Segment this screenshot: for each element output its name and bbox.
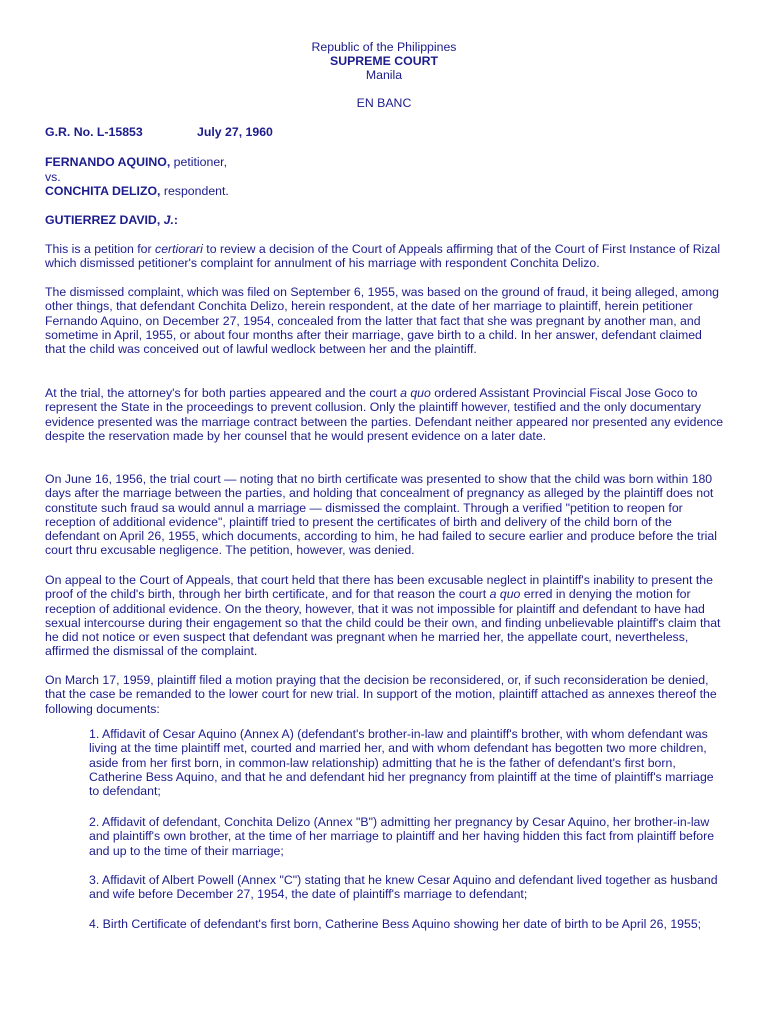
annex-item-2: 2. Affidavit of defendant, Conchita Delizo (Annex "B") admitting her pregnancy by Cesar Aquino, her brother-in-law and plaintiff's own brother, at the time of her marriage to plaintiff and her having hidden this fact from plaintiff before and up to the time of their marriage; <box>89 815 715 858</box>
paragraph-3 <box>45 386 725 443</box>
paragraph-1-italic: certiorari <box>155 242 203 256</box>
annex-item-1: 1. Affidavit of Cesar Aquino (Annex A) (defendant's brother-in-law and plaintiff's brother, with whom defendant was living at the time plaintiff met, courted and married her, and with whom defendant has begotten two more children, aside from her first born, in common-law relationship) admitting that he is the father of defendant's first born, Catherine Bess Aquino, and that he and defendant hid her pregnancy from plaintiff at the time of plaintiff's marriage to defendant; <box>89 727 714 799</box>
court-name: SUPREME COURT <box>330 54 438 68</box>
paragraph-1-text-b: to review a decision of the Court of Appeals affirming that of the Court of First Instance of Rizal which dismissed petitioner's complaint for annulment of his marriage with respondent Conchita Delizo. <box>45 242 721 271</box>
annex-item-3: 3. Affidavit of Albert Powell (Annex "C") stating that he knew Cesar Aquino and defendant lived together as husband and wife before December 27, 1954, the date of plaintiff's marriage to defendant; <box>89 873 718 902</box>
petitioner-line <box>45 155 229 170</box>
respondent-line <box>45 184 229 199</box>
respondent-name: CONCHITA DELIZO, <box>45 184 161 198</box>
paragraph-3-italic: a quo <box>400 386 431 400</box>
parties-block <box>45 155 229 199</box>
case-number: G.R. No. L-15853 <box>45 125 143 139</box>
division-label: EN BANC <box>356 96 412 110</box>
paragraph-1-text-a: This is a petition for <box>45 242 156 256</box>
paragraph-3-text-b: ordered Assistant Provincial Fiscal Jose Goco to represent the State in the proceedings to prevent collusion. Only the plaintiff however, testified and the only documentary evidence presented was the marriage contract between the parties. Defendant neither appeared nor presented any evidence despite the reservation made by her counsel that he would present evidence on a later date. <box>45 386 724 443</box>
annex-item-4: 4. Birth Certificate of defendant's first born, Catherine Bess Aquino showing her date of birth to be April 26, 1955; <box>89 917 702 931</box>
ponente-name: GUTIERREZ DAVID, <box>45 213 161 227</box>
paragraph-1 <box>45 242 725 271</box>
versus-line: vs. <box>45 169 61 184</box>
city-line: Manila <box>365 68 403 82</box>
paragraph-2: The dismissed complaint, which was filed on September 6, 1955, was based on the ground of fraud, it being alleged, among other things, that defendant Conchita Delizo, herein respondent, at the date of her marriage to plaintiff, herein petitioner Fernando Aquino, on December 27, 1954, concealed from the latter that fact that she was pregnant by another man, and sometime in April, 1955, or about four months after their marriage, gave birth to a child. In her answer, defendant claimed that the child was conceived out of lawful wedlock between her and the plaintiff. <box>45 285 719 357</box>
court-header <box>0 40 768 82</box>
ponente-line <box>45 213 178 227</box>
petitioner-role: petitioner, <box>173 155 227 169</box>
paragraph-5-text-a: On appeal to the Court of Appeals, that court held that there has been excusable neglect in plaintiff's inability to present the proof of the child's birth, through her birth certificate, and for that reason the court <box>45 573 713 602</box>
paragraph-5 <box>45 573 725 659</box>
case-date: July 27, 1960 <box>197 125 273 139</box>
ponente-title: J. <box>163 213 174 227</box>
petitioner-name: FERNANDO AQUINO, <box>45 155 171 169</box>
paragraph-4: On June 16, 1956, the trial court — noting that no birth certificate was presented to show that the child was born within 180 days after the marriage between the parties, and holding that concealment of pregnancy as alleged by the plaintiff does not constitute such fraud sa would annul a marriage — dismissed the complaint. Through a verified "petition to reopen for reception of additional evidence", plaintiff tried to present the certificates of birth and delivery of the child born of the defendant on April 26, 1955, which documents, according to him, he had failed to secure earlier and produce before the trial court thru excusable negligence. The petition, however, was denied. <box>45 472 717 558</box>
paragraph-3-text-a: At the trial, the attorney's for both parties appeared and the court <box>45 386 401 400</box>
respondent-role: respondent. <box>163 184 229 198</box>
paragraph-5-italic: a quo <box>489 587 521 602</box>
republic-line: Republic of the Philippines <box>311 40 457 54</box>
paragraph-5-text-b: erred in denying the motion for reception of additional evidence. On the theory, however, that it was not impossible for plaintiff and defendant to have had sexual intercourse during their engagement so that the child could be their own, and finding unbelievable plaintiff's claim that he did not notice or even suspect that defendant was pregnant when he married her, the appellate court, nevertheless, affirmed the dismissal of the complaint. <box>45 587 721 659</box>
paragraph-6: On March 17, 1959, plaintiff filed a motion praying that the decision be reconsidered, or, if such reconsideration be denied, that the case be remanded to the lower court for new trial. In support of the motion, plaintiff attached as annexes thereof the following documents: <box>45 673 717 716</box>
ponente-colon: : <box>173 213 179 227</box>
